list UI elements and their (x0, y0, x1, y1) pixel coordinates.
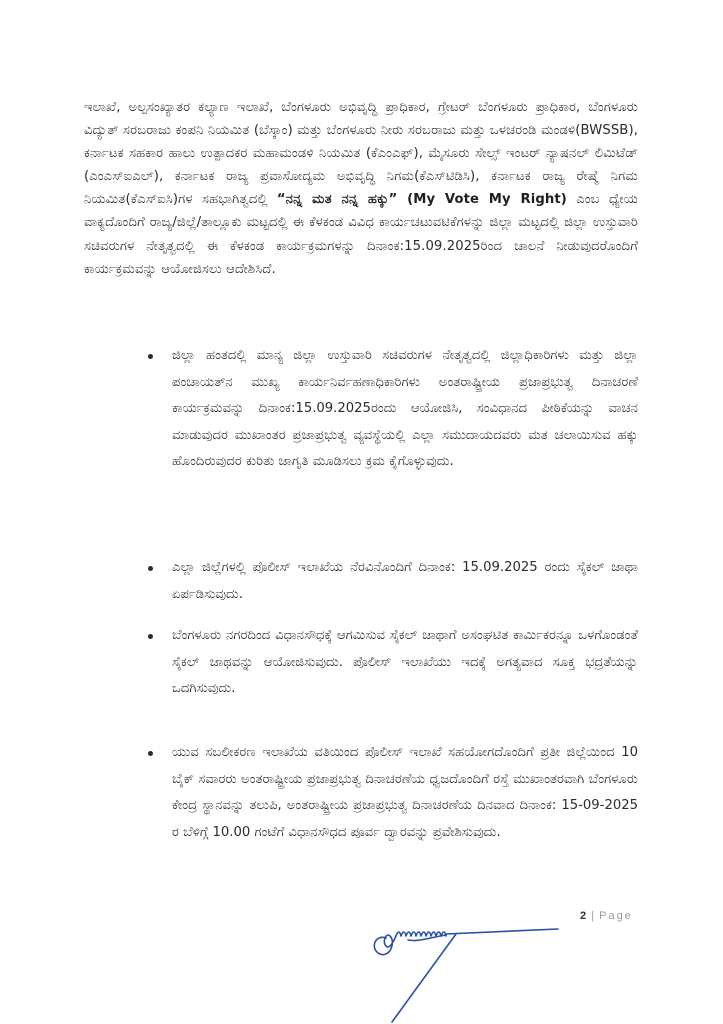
list-item (140, 555, 638, 608)
list-item (140, 740, 638, 846)
list-item-text: ಬೆಂಗಳೂರು ನಗರದಿಂದ ವಿಧಾನಸೌಧಕ್ಕೆ ಆಗಮಿಸುವ ಸೈಕಲ್ ಜಾಥಾಗೆ ಅಸಂಘಟಿತ ಕಾರ್ಮಿಕರನ್ನೂ ಒಳಗೊಂಡಂತೆ ಸೈಕಲ್ ಜಾಥವನ್ನು ಆಯೋಜಿಸುವುದು. ಪೊಲೀಸ್ ಇಲಾಖೆಯು ಇದಕ್ಕೆ ಅಗತ್ಯವಾದ ಸೂಕ್ತ ಭದ್ರತೆಯನ್ನು ಒದಗಿಸುವುದು. (172, 628, 638, 696)
intro-text-part-1: ಇಲಾಖೆ, ಅಲ್ಪಸಂಖ್ಯಾತರ ಕಲ್ಯಾಣ ಇಲಾಖೆ, ಬೆಂಗಳೂರು ಅಭಿವೃದ್ಧಿ ಪ್ರಾಧಿಕಾರ, ಗ್ರೇಟರ್ ಬೆಂಗಳೂರು ಪ್ರಾಧಿಕಾರ, ಬೆಂಗಳೂರು ವಿದ್ಯುತ್ ಸರಬರಾಜು ಕಂಪನಿ ನಿಯಮಿತ (ಬೆಸ್ಕಾಂ) ಮತ್ತು ಬೆಂಗಳೂರು ನೀರು ಸರಬರಾಜು ಮತ್ತು ಒಳಚರಂಡಿ ಮಂಡಳಿ(BWSSB), ಕರ್ನಾಟಕ ಸಹಕಾರ ಹಾಲು ಉತ್ಪಾದಕರ ಮಹಾಮಂಡಳಿ ನಿಯಮಿತ (ಕೆಎಂಎಫ್), ಮೈಸೂರು ಸೇಲ್ಸ್ ಇಂಟರ್ ನ್ಯಾಷನಲ್ ಲಿಮಿಟೆಡ್ (ಎಂಎಸ್ಐಎಲ್), ಕರ್ನಾಟಕ ರಾಜ್ಯ ಪ್ರವಾಸೋದ್ಯಮ ಅಭಿವೃದ್ಧಿ ನಿಗಮ(ಕೆಎಸ್‌ಟಿಡಿಸಿ), ಕರ್ನಾಟಕ ರಾಜ್ಯ ರೇಷ್ಮೆ ನಿಗಮ ನಿಯಮಿತ(ಕೆಎಸ್ಐಸಿ)ಗಳ ಸಹಭಾಗಿತ್ವದಲ್ಲಿ (84, 100, 638, 208)
signature (368, 912, 568, 1024)
bullet-icon (148, 354, 153, 359)
campaign-slogan: “ನನ್ನ ಮತ ನನ್ನ ಹಕ್ಕು” (My Vote My Right) (276, 192, 567, 208)
list-item-text: ಯುವ ಸಬಲೀಕರಣ ಇಲಾಖೆಯ ವತಿಯಿಂದ ಪೊಲೀಸ್ ಇಲಾಖೆ ಸಹಯೋಗದೊಂದಿಗೆ ಪ್ರತೀ ಜಿಲ್ಲೆಯಿಂದ 10 ಬೈಕ್ ಸವಾರರು ಅಂತರಾಷ್ಟ್ರೀಯ ಪ್ರಜಾಪ್ರಭುತ್ವ ದಿನಾಚರಣೆಯ ಧ್ವಜದೊಂದಿಗೆ ರಸ್ತೆ ಮುಖಾಂತರವಾಗಿ ಬೆಂಗಳೂರು ಕೇಂದ್ರ ಸ್ಥಾನವನ್ನು ತಲುಪಿ, ಅಂತರಾಷ್ಟ್ರೀಯ ಪ್ರಜಾಪ್ರಭುತ್ವ ದಿನಾಚರಣೆಯ ದಿನವಾದ ದಿನಾಂಕ: 15-09-2025 ರ ಬೆಳಿಗ್ಗೆ 10.00 ಗಂಟೆಗೆ ವಿಧಾನಸೌಧದ ಪೂರ್ವ ದ್ವಾರವನ್ನು ಪ್ರವೇಶಿಸುವುದು. (172, 745, 638, 840)
page-footer (580, 910, 633, 922)
list-item (140, 623, 638, 703)
page-label: Page (599, 910, 633, 922)
page-number: 2 (580, 910, 587, 922)
bullet-icon (148, 566, 153, 571)
list-item-text: ಎಲ್ಲಾ ಜಿಲ್ಲೆಗಳಲ್ಲಿ ಪೊಲೀಸ್ ಇಲಾಖೆಯ ನೆರವಿನೊಂದಿಗೆ ದಿನಾಂಕ: 15.09.2025 ರಂದು ಸೈಕಲ್ ಜಾಥಾ ಏರ್ಪಡಿಸುವುದು. (172, 560, 638, 602)
footer-separator: | (591, 910, 595, 922)
list-item-text: ಜಿಲ್ಲಾ ಹಂತದಲ್ಲಿ ಮಾನ್ಯ ಜಿಲ್ಲಾ ಉಸ್ತುವಾರಿ ಸಚಿವರುಗಳ ನೇತೃತ್ವದಲ್ಲಿ ಜಿಲ್ಲಾಧಿಕಾರಿಗಳು ಮತ್ತು ಜಿಲ್ಲಾ ಪಂಚಾಯತ್‌ನ ಮುಖ್ಯ ಕಾರ್ಯನಿರ್ವಹಣಾಧಿಕಾರಿಗಳು ಅಂತರಾಷ್ಟ್ರೀಯ ಪ್ರಜಾಪ್ರಭುತ್ವ ದಿನಾಚರಣೆ ಕಾರ್ಯಕ್ರಮವನ್ನು ದಿನಾಂಕ:15.09.2025ರಂದು ಆಯೋಜಿಸಿ, ಸಂವಿಧಾನದ ಪೀಠಿಕೆಯನ್ನು ವಾಚನ ಮಾಡುವುದರ ಮುಖಾಂತರ ಪ್ರಜಾಪ್ರಭುತ್ವ ವ್ಯವಸ್ಥೆಯಲ್ಲಿ ಎಲ್ಲಾ ಸಮುದಾಯದವರು ಮತ ಚಲಾಯಿಸುವ ಹಕ್ಕು ಹೊಂದಿರುವುದರ ಕುರಿತು ಜಾಗೃತಿ ಮೂಡಿಸಲು ಕ್ರಮ ಕೈಗೊಳ್ಳುವುದು. (172, 348, 638, 469)
bullet-icon (148, 751, 153, 756)
signature-strokes (374, 929, 558, 1022)
intro-text-part-2: ಎಂಬ ಧ್ಯೇಯ ವಾಕ್ಯದೊಂದಿಗೆ ರಾಜ್ಯ/ಜಿಲ್ಲೆ/ತಾಲ್ಲೂಕು ಮಟ್ಟದಲ್ಲಿ ಈ ಕೆಳಕಂಡ ವಿವಿಧ ಕಾರ್ಯಚಟುವಟಿಕೆಗಳನ್ನು ಜಿಲ್ಲಾ ಮಟ್ಟದಲ್ಲಿ ಜಿಲ್ಲಾ ಉಸ್ತುವಾರಿ ಸಚಿವರುಗಳ ನೇತೃತ್ವದಲ್ಲಿ ಈ ಕೆಳಕಂಡ ಕಾರ್ಯಕ್ರಮಗಳನ್ನು ದಿನಾಂಕ:15.09.2025ರಿಂದ ಚಾಲನೆ ನೀಡುವುದರೊಂದಿಗೆ ಕಾರ್ಯಕ್ರಮವನ್ನು ಆಯೋಜಿಸಲು ಆದೇಶಿಸಿದೆ. (84, 192, 638, 277)
intro-paragraph (84, 96, 638, 281)
list-item (140, 343, 638, 476)
bullet-icon (148, 634, 153, 639)
